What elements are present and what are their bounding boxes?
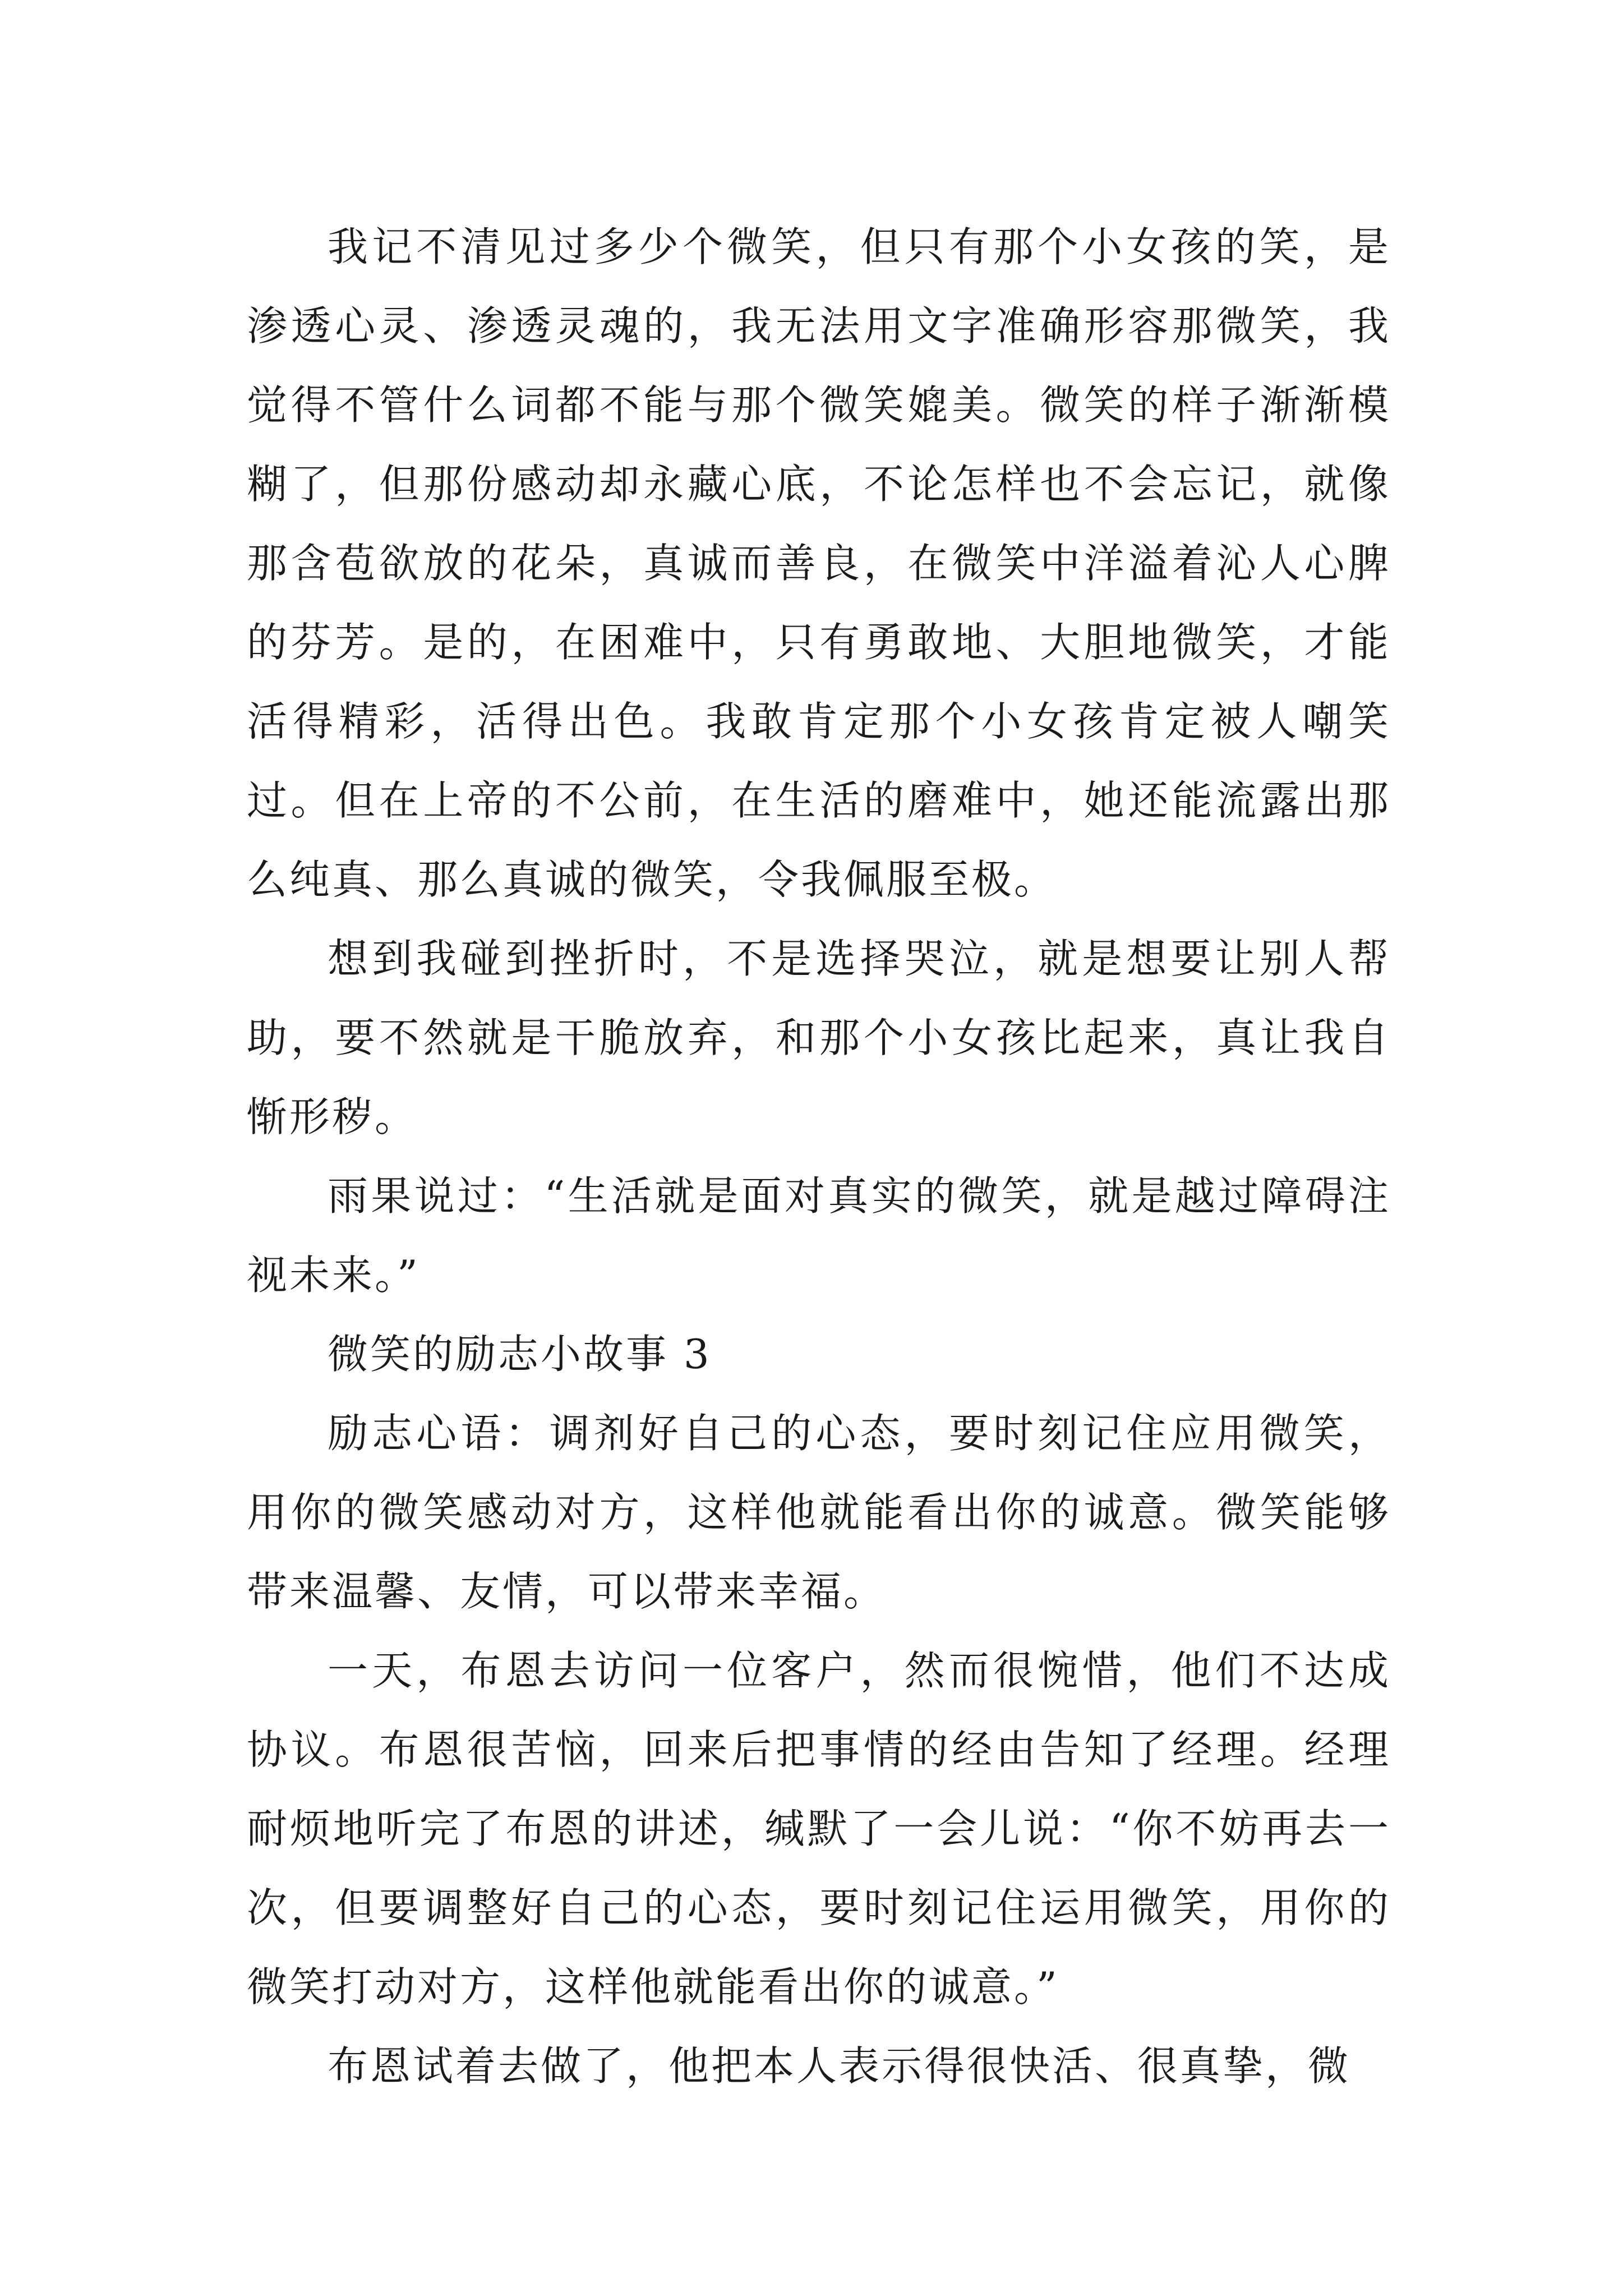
- document-body: [247, 208, 1391, 2106]
- paragraph: 励志心语：调剂好自己的心态，要时刻记住应用微笑，用你的微笑感动对方，这样他就能看出你的诚意。微笑能够带来温馨、友情，可以带来幸福。: [247, 1410, 1391, 1615]
- paragraph: 布恩试着去做了，他把本人表示得很快活、很真挚，微: [328, 2042, 1351, 2090]
- section-heading: 微笑的励志小故事 3: [328, 1331, 712, 1378]
- paragraph: 想到我碰到挫折时，不是选择哭泣，就是想要让别人帮助，要不然就是干脆放弃，和那个小女孩比起来，真让我自惭形秽。: [247, 935, 1391, 1140]
- paragraph: 我记不清见过多少个微笑，但只有那个小女孩的笑，是渗透心灵、渗透灵魂的，我无法用文字准确形容那微笑，我觉得不管什么词都不能与那个微笑媲美。微笑的样子渐渐模糊了，但那份感动却永藏心底，不论怎样也不会忘记，就像那含苞欲放的花朵，真诚而善良，在微笑中洋溢着沁人心脾的芬芳。是的，在困难中，只有勇敢地、大胆地微笑，才能活得精彩，活得出色。我敢肯定那个小女孩肯定被人嘲笑过。但在上帝的不公前，在生活的磨难中，她还能流露出那么纯真、那么真诚的微笑，令我佩服至极。: [247, 223, 1391, 903]
- paragraph: 雨果说过：“生活就是面对真实的微笑，就是越过障碍注视未来。”: [247, 1172, 1391, 1299]
- paragraph: 一天，布恩去访问一位客户，然而很惋惜，他们不达成协议。布恩很苦恼，回来后把事情的经由告知了经理。经理耐烦地听完了布恩的讲述，缄默了一会儿说：“你不妨再去一次，但要调整好自己的心态，要时刻记住运用微笑，用你的微笑打动对方，这样他就能看出你的诚意。”: [247, 1647, 1391, 2010]
